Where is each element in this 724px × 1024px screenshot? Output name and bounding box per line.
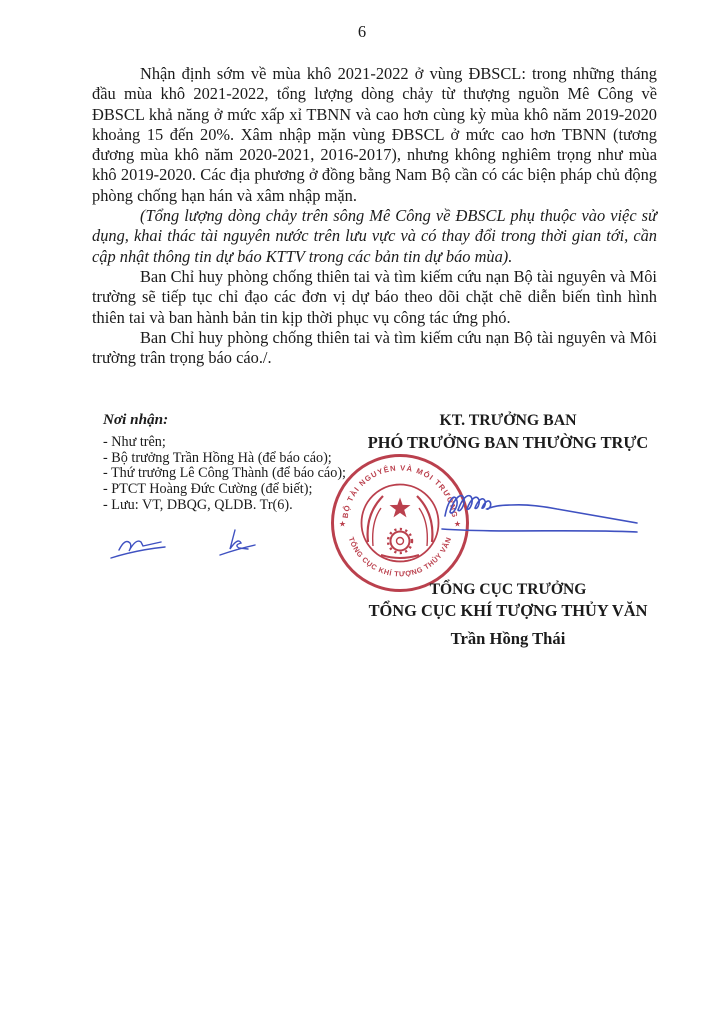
emblem-wreath-left-inner	[373, 508, 381, 546]
emblem-cog-teeth	[388, 529, 412, 553]
emblem-cog-hub	[397, 538, 404, 545]
paragraph-note-italic: (Tổng lượng dòng chảy trên sông Mê Công về ĐBSCL phụ thuộc vào việc sử dụng, khai thác tài nguyên nước trên lưu vực và có thay đổi trong thời gian tới, cần cập nhật thông tin dự báo KTTV trong các bản tin dự báo mùa).	[92, 206, 657, 266]
signature-header-block	[357, 410, 659, 453]
recipient-item: - Lưu: VT, DBQG, QLDB. Tr(6).	[103, 496, 293, 513]
recipient-item: - Bộ trưởng Trần Hồng Hà (để báo cáo);	[103, 449, 332, 466]
signer-name: Trần Hồng Thái	[450, 629, 566, 648]
paragraph-direction: Ban Chỉ huy phòng chống thiên tai và tìm kiếm cứu nạn Bộ tài nguyên và Môi trường sẽ tiếp tục chỉ đạo các đơn vị dự báo theo dõi chặt chẽ diễn biến tình hình thiên tai và ban hành bản tin kịp thời phục vụ công tác ứng phó.	[92, 266, 657, 327]
initial-mark-right	[220, 530, 255, 555]
position-title-line2: TỔNG CỤC KHÍ TƯỢNG THỦY VĂN	[368, 601, 648, 620]
emblem-cog-icon	[391, 532, 410, 551]
stamp-top-text: BỘ TÀI NGUYÊN VÀ MÔI TRƯỜNG	[340, 463, 460, 519]
signature-loops	[445, 496, 637, 523]
recipient-item: - PTCT Hoàng Đức Cường (để biết);	[103, 481, 313, 498]
recipients-heading: Nơi nhận:	[103, 411, 169, 428]
stamp-national-emblem	[368, 496, 433, 561]
paragraph-closing: Ban Chỉ huy phòng chống thiên tai và tìm kiếm cứu nạn Bộ tài nguyên và Môi trường trân trọng báo cáo./.	[92, 327, 657, 368]
page-number: 6	[357, 22, 367, 41]
stamp-star-right-icon: ★	[453, 519, 462, 529]
signature-underline	[442, 529, 637, 532]
stamp-star-left-icon: ★	[338, 519, 347, 529]
acting-title-line2: PHÓ TRƯỞNG BAN THƯỜNG TRỰC	[367, 432, 649, 452]
emblem-banner	[381, 555, 419, 558]
signature-titles-block	[357, 580, 659, 649]
stamp-bottom-text: TỔNG CỤC KHÍ TƯỢNG THỦY VĂN	[346, 535, 454, 579]
recipient-item: - Thứ trưởng Lê Công Thành (để báo cáo);	[103, 465, 346, 482]
emblem-wreath-right-inner	[419, 508, 427, 546]
acting-title-line1: KT. TRƯỞNG BAN	[439, 412, 577, 429]
initial-mark-left	[111, 541, 165, 558]
document-body	[92, 64, 657, 368]
recipient-item: - Như trên;	[103, 434, 166, 450]
emblem-star-icon	[390, 498, 411, 518]
paragraph-forecast: Nhận định sớm về mùa khô 2021-2022 ở vùng ĐBSCL: trong những tháng đầu mùa khô 2021-2022, tổng lượng dòng chảy từ thượng nguồn Mê Công về ĐBSCL khả năng ở mức xấp xỉ TBNN và cao hơn cùng kỳ mùa khô năm 2019-2020 khoảng 15 đến 20%. Xâm nhập mặn vùng ĐBSCL ở mức cao hơn TBNN (tương đương mùa khô năm 2020-2021, 2016-2017), nhưng không nghiêm trọng như mùa khô 2019-2020. Các địa phương ở đồng bằng Nam Bộ cần có các biện pháp chủ động phòng chống hạn hán và xâm nhập mặn.	[92, 64, 657, 205]
approval-initials	[103, 518, 268, 563]
position-title-line1: TỔNG CỤC TRƯỞNG	[429, 581, 587, 598]
signer-ink-signature	[437, 476, 672, 546]
